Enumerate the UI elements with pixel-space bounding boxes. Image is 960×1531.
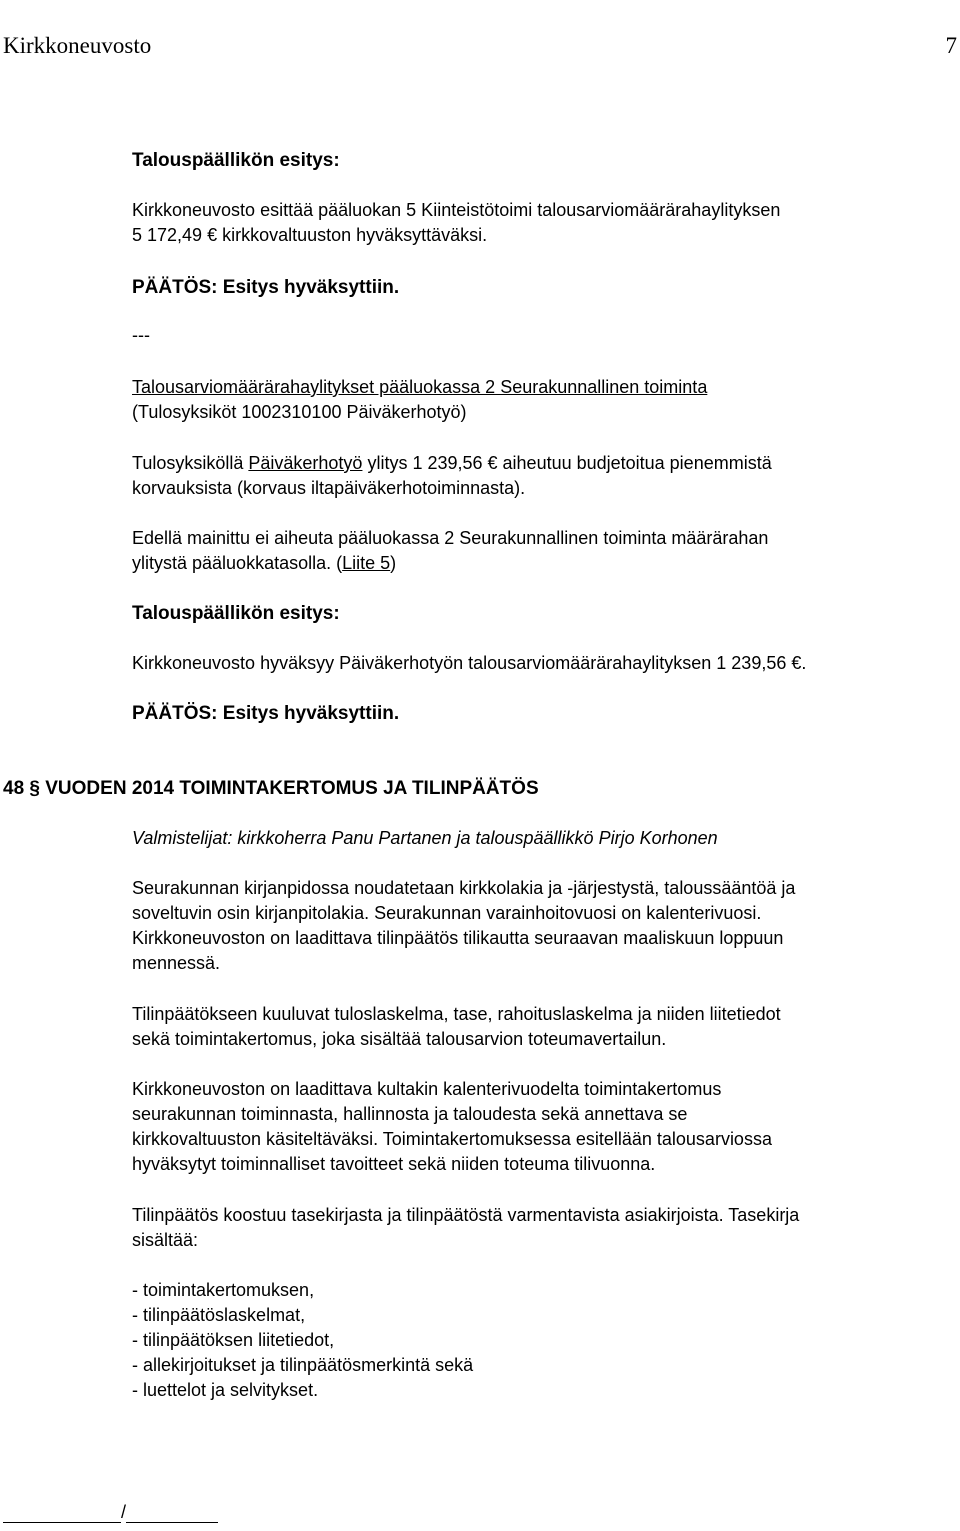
paragraph: [132, 526, 922, 576]
text: hyväksytyt toiminnalliset tavoitteet sekä niiden toteuma tilivuonna.: [132, 1154, 656, 1174]
proposal-text-2: Kirkkoneuvosto hyväksyy Päiväkerhotyön talousarviomäärärahaylityksen 1 239,56 €.: [132, 653, 807, 673]
proposal-heading-2: Talouspäällikön esitys:: [132, 603, 340, 624]
page-header: [0, 0, 960, 60]
initials-blank-left: [3, 1502, 121, 1523]
paragraph: [132, 1002, 922, 1052]
text: sisältää:: [132, 1230, 199, 1250]
link-liite-5[interactable]: Liite 5: [342, 553, 391, 573]
list-item: - luettelot ja selvitykset.: [132, 1380, 319, 1400]
text: mennessä.: [132, 953, 221, 973]
paragraph: [132, 1203, 922, 1253]
text: Tilinpäätös koostuu tasekirjasta ja tilinpäätöstä varmentavista asiakirjoista. Tasekirja: [132, 1205, 800, 1225]
signature-line: [3, 1502, 218, 1523]
section-title-line: (Tulosyksiköt 1002310100 Päiväkerhotyö): [132, 402, 467, 422]
section-title: [132, 375, 922, 425]
text: korvauksista (korvaus iltapäiväkerhotoiminnasta).: [132, 478, 526, 498]
header-doc-number: 3/2015: [893, 4, 957, 29]
list-item: - tilinpäätöslaskelmat,: [132, 1305, 306, 1325]
proposal-heading-1: Talouspäällikön esitys:: [132, 150, 340, 171]
contents-list: [132, 1278, 922, 1403]
decision-2: PÄÄTÖS: Esitys hyväksyttiin.: [132, 703, 400, 724]
proposal-line: 5 172,49 € kirkkovaltuuston hyväksyttäväksi.: [132, 225, 488, 245]
header-page-number: 7: [945, 33, 957, 58]
paragraph: [132, 451, 922, 501]
text: ylitystä pääluokkatasolla. (: [132, 553, 343, 573]
text: sekä toimintakertomus, joka sisältää talousarvion toteumavertailun.: [132, 1029, 667, 1049]
proposal-text-1: [132, 198, 922, 248]
text: Kirkkoneuvoston on laadittava kultakin kalenterivuodelta toimintakertomus: [132, 1079, 722, 1099]
paragraph: [132, 876, 922, 976]
text: seurakunnan toiminnasta, hallinnosta ja taloudesta sekä annettava se: [132, 1104, 688, 1124]
header-doc-type: PÖYTÄKIRJA: [401, 4, 543, 29]
section-title-line: Talousarviomäärärahaylitykset pääluokassa 2 Seurakunnallinen toiminta: [132, 377, 708, 397]
paragraph: [132, 1077, 922, 1177]
list-item: - allekirjoitukset ja tilinpäätösmerkintä sekä: [132, 1355, 474, 1375]
text: ylitys 1 239,56 € aiheutuu budjetoitua pienemmistä: [362, 453, 772, 473]
separator: ---: [132, 325, 150, 345]
header-organization: TOIVAKAN SEURAKUNTA: [3, 4, 281, 29]
text: Tilinpäätökseen kuuluvat tuloslaskelma, tase, rahoituslaskelma ja niiden liitetiedot: [132, 1004, 781, 1024]
text: soveltuvin osin kirjanpitolakia. Seurakunnan varainhoitovuosi on kalenterivuosi.: [132, 903, 762, 923]
list-item: - tilinpäätöksen liitetiedot,: [132, 1330, 335, 1350]
decision-1: PÄÄTÖS: Esitys hyväksyttiin.: [132, 277, 400, 298]
preparers: Valmistelijat: kirkkoherra Panu Partanen ja talouspäällikkö Pirjo Korhonen: [132, 828, 718, 848]
proposal-line: Kirkkoneuvosto esittää pääluokan 5 Kiinteistötoimi talousarviomäärärahaylityksen: [132, 200, 781, 220]
list-item: - toimintakertomuksen,: [132, 1280, 315, 1300]
text: kirkkovaltuuston käsiteltäväksi. Toimintakertomuksessa esitellään talousarviossa: [132, 1129, 772, 1149]
text: Tulosyksiköllä: [132, 453, 249, 473]
text: Kirkkoneuvoston on laadittava tilinpäätös tilikautta seuraavan maaliskuun loppuun: [132, 928, 784, 948]
text: Edellä mainittu ei aiheuta pääluokassa 2 Seurakunnallinen toiminta määrärahan: [132, 528, 769, 548]
section-heading-48: 48 § VUODEN 2014 TOIMINTAKERTOMUS JA TILINPÄÄTÖS: [3, 778, 539, 799]
initials-blank-right: [126, 1502, 218, 1523]
link-paivakerhotyo[interactable]: Päiväkerhotyö: [248, 453, 363, 473]
initials-separator: /: [121, 1502, 127, 1522]
text: Seurakunnan kirjanpidossa noudatetaan kirkkolakia ja -järjestystä, taloussääntöä ja: [132, 878, 796, 898]
header-body: Kirkkoneuvosto: [3, 33, 152, 58]
text: ): [390, 553, 397, 573]
